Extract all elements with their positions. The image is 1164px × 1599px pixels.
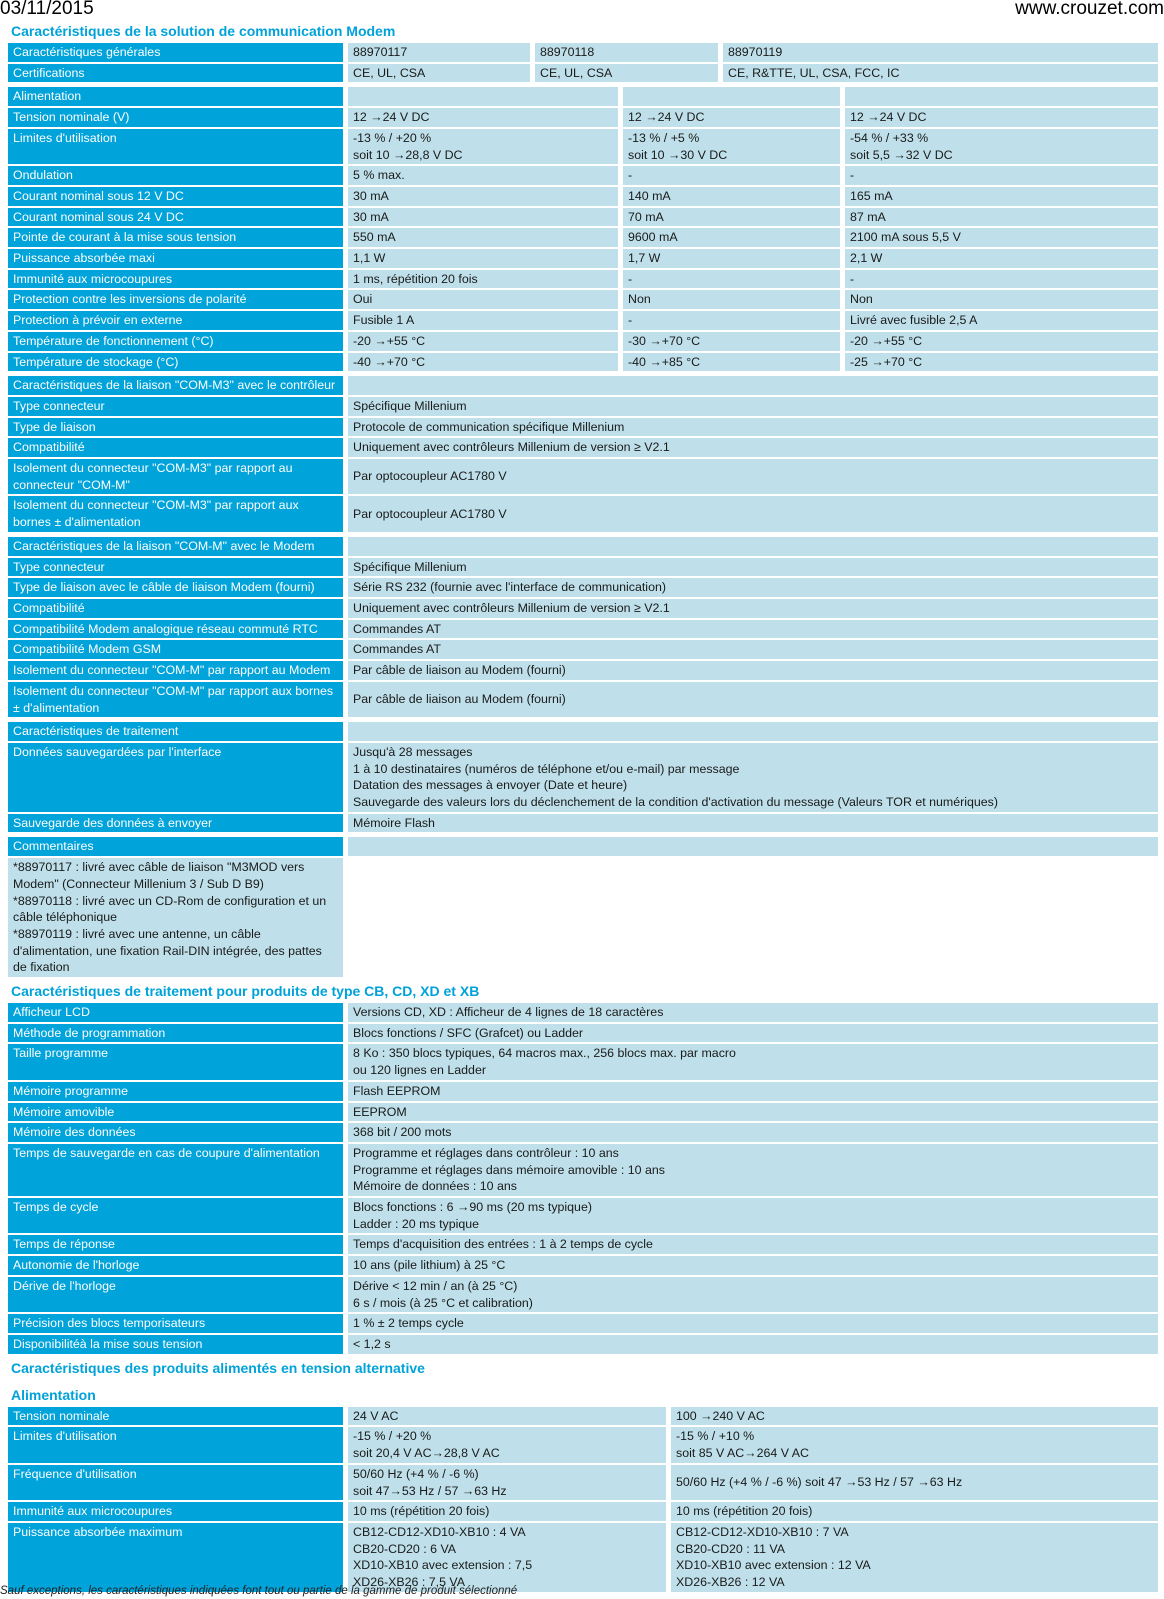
- section-title: Caractéristiques de la solution de communication Modem: [8, 22, 1158, 41]
- table-row: [8, 332, 1158, 351]
- row-value: Spécifique Millenium: [348, 558, 1158, 577]
- table-row: [8, 640, 1158, 659]
- row-value: [348, 837, 1158, 856]
- table-row: [8, 249, 1158, 268]
- table-row: [8, 311, 1158, 330]
- row-label: Immunité aux microcoupures: [8, 1502, 343, 1521]
- row-value: Commandes AT: [348, 620, 1158, 639]
- table-row: [8, 270, 1158, 289]
- row-label: Données sauvegardées par l'interface: [8, 743, 343, 812]
- row-value: -: [623, 270, 840, 289]
- table-row: [8, 459, 1158, 494]
- section-title: Caractéristiques de traitement pour produits de type CB, CD, XD et XB: [8, 982, 1158, 1001]
- table-row: [8, 814, 1158, 833]
- table-row: [8, 620, 1158, 639]
- row-label: Type de liaison avec le câble de liaison Modem (fourni): [8, 578, 343, 597]
- row-value: CE, UL, CSA: [348, 64, 530, 83]
- row-label: Temps de sauvegarde en cas de coupure d'alimentation: [8, 1144, 343, 1196]
- table-row: [8, 166, 1158, 185]
- table-row: [8, 376, 1158, 395]
- table-row: [8, 353, 1158, 372]
- comment-note: *88970117 : livré avec câble de liaison "M3MOD vers Modem" (Connecteur Millenium 3 / Sub D B9) *88970118 : livré avec un CD-Rom de configuration et un câble téléphonique *88970119 : livré avec une antenne, un câble d'alimentation, une fixation Rail-DIN intégrée, des pattes de fixation: [8, 858, 343, 977]
- table-row: [8, 397, 1158, 416]
- table-row: [8, 599, 1158, 618]
- spec-table: [8, 376, 1158, 532]
- row-value: 24 V AC: [348, 1407, 666, 1426]
- row-value: Par câble de liaison au Modem (fourni): [348, 661, 1158, 680]
- table-row: [8, 1082, 1158, 1101]
- table-row: [8, 1123, 1158, 1142]
- row-value: Blocs fonctions : 6 →90 ms (20 ms typique) Ladder : 20 ms typique: [348, 1198, 1158, 1233]
- row-value: 1,7 W: [623, 249, 840, 268]
- website-url: www.crouzet.com: [1015, 0, 1164, 19]
- row-value: -30 →+70 °C: [623, 332, 840, 351]
- row-label: Type de liaison: [8, 418, 343, 437]
- row-value: Mémoire Flash: [348, 814, 1158, 833]
- row-value: Dérive < 12 min / an (à 25 °C) 6 s / mois (à 25 °C et calibration): [348, 1277, 1158, 1312]
- table-row: [8, 743, 1158, 812]
- table-row: [8, 537, 1158, 556]
- row-label: Certifications: [8, 64, 343, 83]
- row-value: -25 →+70 °C: [845, 353, 1158, 372]
- row-value: -15 % / +10 % soit 85 V AC→264 V AC: [671, 1427, 1158, 1462]
- row-value: 88970119: [723, 43, 1158, 62]
- row-label: Caractéristiques de la liaison "COM-M" avec le Modem: [8, 537, 343, 556]
- row-label: Isolement du connecteur "COM-M3" par rapport aux bornes ± d'alimentation: [8, 496, 343, 531]
- row-value: 88970117: [348, 43, 530, 62]
- row-value: [623, 87, 840, 106]
- row-label: Caractéristiques de traitement: [8, 722, 343, 741]
- table-row: [8, 1277, 1158, 1312]
- row-label: Disponibilitéà la mise sous tension: [8, 1335, 343, 1354]
- row-label: Alimentation: [8, 87, 343, 106]
- row-value: Par câble de liaison au Modem (fourni): [348, 682, 1158, 717]
- row-label: Puissance absorbée maximum: [8, 1523, 343, 1592]
- table-row: [8, 418, 1158, 437]
- spec-table: [8, 537, 1158, 717]
- row-label: Limites d'utilisation: [8, 1427, 343, 1462]
- row-label: Immunité aux microcoupures: [8, 270, 343, 289]
- spec-section: [8, 1359, 1158, 1592]
- row-label: Température de stockage (°C): [8, 353, 343, 372]
- row-value: Commandes AT: [348, 640, 1158, 659]
- row-value: Livré avec fusible 2,5 A: [845, 311, 1158, 330]
- row-value: 88970118: [535, 43, 718, 62]
- row-value: 165 mA: [845, 187, 1158, 206]
- table-row: [8, 1235, 1158, 1254]
- row-value: CE, R&TTE, UL, CSA, FCC, IC: [723, 64, 1158, 83]
- row-value: [348, 376, 1158, 395]
- row-value: EEPROM: [348, 1103, 1158, 1122]
- spec-table: [8, 837, 1158, 977]
- row-value: 10 ans (pile lithium) à 25 °C: [348, 1256, 1158, 1275]
- table-row: [8, 43, 1158, 62]
- row-value: 1,1 W: [348, 249, 618, 268]
- row-value: 5 % max.: [348, 166, 618, 185]
- row-value: -: [845, 166, 1158, 185]
- table-row: [8, 187, 1158, 206]
- spec-table: [8, 1003, 1158, 1354]
- row-value: Uniquement avec contrôleurs Millenium de version ≥ V2.1: [348, 438, 1158, 457]
- spec-section: [8, 22, 1158, 977]
- row-value: 70 mA: [623, 208, 840, 227]
- row-label: Temps de cycle: [8, 1198, 343, 1233]
- row-value: Uniquement avec contrôleurs Millenium de version ≥ V2.1: [348, 599, 1158, 618]
- row-label: Compatibilité Modem analogique réseau commuté RTC: [8, 620, 343, 639]
- table-row: [8, 578, 1158, 597]
- section-subtitle: Alimentation: [8, 1384, 676, 1405]
- table-row: [8, 1523, 1158, 1592]
- row-value: Protocole de communication spécifique Millenium: [348, 418, 1158, 437]
- row-value: -: [623, 166, 840, 185]
- row-value: 30 mA: [348, 187, 618, 206]
- row-value: 2100 mA sous 5,5 V: [845, 228, 1158, 247]
- table-row: [8, 837, 1158, 856]
- table-row: [8, 290, 1158, 309]
- row-label: Compatibilité Modem GSM: [8, 640, 343, 659]
- row-value: Oui: [348, 290, 618, 309]
- row-label: Type connecteur: [8, 397, 343, 416]
- row-label: Fréquence d'utilisation: [8, 1465, 343, 1500]
- row-value: [348, 87, 618, 106]
- row-value: -20 →+55 °C: [845, 332, 1158, 351]
- row-label: Précision des blocs temporisateurs: [8, 1314, 343, 1333]
- row-label: Caractéristiques générales: [8, 43, 343, 62]
- row-label: Méthode de programmation: [8, 1024, 343, 1043]
- row-value: Temps d'acquisition des entrées : 1 à 2 temps de cycle: [348, 1235, 1158, 1254]
- row-value: -: [623, 311, 840, 330]
- table-row: [8, 208, 1158, 227]
- row-value: 50/60 Hz (+4 % / -6 %) soit 47 →53 Hz / 57 →63 Hz: [671, 1465, 1158, 1500]
- table-row: [8, 1103, 1158, 1122]
- row-value: Par optocoupleur AC1780 V: [348, 496, 1158, 531]
- table-row: [8, 228, 1158, 247]
- row-value: 100 →240 V AC: [671, 1407, 1158, 1426]
- row-label: Sauvegarde des données à envoyer: [8, 814, 343, 833]
- row-label: Courant nominal sous 24 V DC: [8, 208, 343, 227]
- row-value: Spécifique Millenium: [348, 397, 1158, 416]
- row-label: Protection contre les inversions de polarité: [8, 290, 343, 309]
- row-label: Taille programme: [8, 1044, 343, 1079]
- table-row: [8, 1198, 1158, 1233]
- row-value: < 1,2 s: [348, 1335, 1158, 1354]
- row-value: 12 →24 V DC: [348, 108, 618, 127]
- disclaimer: Sauf exceptions, les caractéristiques indiquées font tout ou partie de la gamme de produit sélectionné: [0, 1585, 518, 1597]
- row-label: Dérive de l'horloge: [8, 1277, 343, 1312]
- row-value: -40 →+85 °C: [623, 353, 840, 372]
- table-row: [8, 1044, 1158, 1079]
- row-label: Type connecteur: [8, 558, 343, 577]
- row-value: -13 % / +5 % soit 10 →30 V DC: [623, 129, 840, 164]
- table-row: [8, 1003, 1158, 1022]
- row-label: Puissance absorbée maxi: [8, 249, 343, 268]
- row-label: Caractéristiques de la liaison "COM-M3" avec le contrôleur: [8, 376, 343, 395]
- row-label: Isolement du connecteur "COM-M" par rapport aux bornes ± d'alimentation: [8, 682, 343, 717]
- row-label: Compatibilité: [8, 438, 343, 457]
- row-value: Série RS 232 (fournie avec l'interface de communication): [348, 578, 1158, 597]
- row-label: Commentaires: [8, 837, 343, 856]
- row-value: -20 →+55 °C: [348, 332, 618, 351]
- spec-table: [8, 87, 1158, 371]
- table-row: [8, 108, 1158, 127]
- row-value: Jusqu'à 28 messages 1 à 10 destinataires (numéros de téléphone et/ou e-mail) par message Datation des messages à envoyer (Date et heure) Sauvegarde des valeurs lors du déclenchement de la condition d'activation du message (Valeurs TOR et numériques): [348, 743, 1158, 812]
- row-value: -15 % / +20 % soit 20,4 V AC→28,8 V AC: [348, 1427, 666, 1462]
- row-value: 8 Ko : 350 blocs typiques, 64 macros max., 256 blocs max. par macro ou 120 lignes en Ladder: [348, 1044, 1158, 1079]
- row-label: Isolement du connecteur "COM-M3" par rapport au connecteur "COM-M": [8, 459, 343, 494]
- row-value: 12 →24 V DC: [623, 108, 840, 127]
- row-value: -40 →+70 °C: [348, 353, 618, 372]
- row-value: 368 bit / 200 mots: [348, 1123, 1158, 1142]
- row-value: CB12-CD12-XD10-XB10 : 4 VA CB20-CD20 : 6 VA XD10-XB10 avec extension : 7,5 XD26-XB26 : 7,5 VA: [348, 1523, 666, 1592]
- row-value: Non: [845, 290, 1158, 309]
- row-value: [348, 537, 1158, 556]
- row-label: Tension nominale (V): [8, 108, 343, 127]
- row-value: Versions CD, XD : Afficheur de 4 lignes de 18 caractères: [348, 1003, 1158, 1022]
- table-row: [8, 661, 1158, 680]
- table-row: [8, 1502, 1158, 1521]
- table-row: [8, 1256, 1158, 1275]
- print-date: 03/11/2015: [0, 0, 94, 19]
- row-value: -13 % / +20 % soit 10 →28,8 V DC: [348, 129, 618, 164]
- table-row: [8, 1024, 1158, 1043]
- row-value: CB12-CD12-XD10-XB10 : 7 VA CB20-CD20 : 11 VA XD10-XB10 avec extension : 12 VA XD26-XB26 : 12 VA: [671, 1523, 1158, 1592]
- table-row: [8, 496, 1158, 531]
- row-value: 9600 mA: [623, 228, 840, 247]
- row-label: Mémoire des données: [8, 1123, 343, 1142]
- table-row: [8, 87, 1158, 106]
- row-value: 87 mA: [845, 208, 1158, 227]
- row-label: Courant nominal sous 12 V DC: [8, 187, 343, 206]
- row-value: Programme et réglages dans contrôleur : 10 ans Programme et réglages dans mémoire amovible : 10 ans Mémoire de données : 10 ans: [348, 1144, 1158, 1196]
- spec-table: [8, 722, 1158, 832]
- row-value: Flash EEPROM: [348, 1082, 1158, 1101]
- table-row: [8, 1407, 1158, 1426]
- section-title: Caractéristiques des produits alimentés en tension alternative: [8, 1359, 1158, 1378]
- table-row: [8, 682, 1158, 717]
- row-label: Temps de réponse: [8, 1235, 343, 1254]
- table-row: [8, 1465, 1158, 1500]
- row-label: Limites d'utilisation: [8, 129, 343, 164]
- row-label: Ondulation: [8, 166, 343, 185]
- row-value: 140 mA: [623, 187, 840, 206]
- row-value: Par optocoupleur AC1780 V: [348, 459, 1158, 494]
- row-label: Mémoire amovible: [8, 1103, 343, 1122]
- row-label: Température de fonctionnement (°C): [8, 332, 343, 351]
- row-value: 1 % ± 2 temps cycle: [348, 1314, 1158, 1333]
- row-value: 1 ms, répétition 20 fois: [348, 270, 618, 289]
- spec-section: [8, 982, 1158, 1354]
- row-label: Protection à prévoir en externe: [8, 311, 343, 330]
- row-value: 10 ms (répétition 20 fois): [348, 1502, 666, 1521]
- row-label: Mémoire programme: [8, 1082, 343, 1101]
- table-row: [8, 1427, 1158, 1462]
- row-label: Tension nominale: [8, 1407, 343, 1426]
- row-value: -: [845, 270, 1158, 289]
- spec-table: [8, 43, 1158, 82]
- row-label: Compatibilité: [8, 599, 343, 618]
- table-row: [8, 558, 1158, 577]
- table-row: [8, 1314, 1158, 1333]
- table-row: [8, 722, 1158, 741]
- spec-document: [8, 22, 1158, 1597]
- row-value: Fusible 1 A: [348, 311, 618, 330]
- row-value: CE, UL, CSA: [535, 64, 718, 83]
- row-value: 30 mA: [348, 208, 618, 227]
- table-row: [8, 1335, 1158, 1354]
- row-value: Blocs fonctions / SFC (Grafcet) ou Ladder: [348, 1024, 1158, 1043]
- row-value: [348, 722, 1158, 741]
- row-label: Pointe de courant à la mise sous tension: [8, 228, 343, 247]
- row-value: 10 ms (répétition 20 fois): [671, 1502, 1158, 1521]
- row-value: [845, 87, 1158, 106]
- table-row: [8, 1144, 1158, 1196]
- row-label: Afficheur LCD: [8, 1003, 343, 1022]
- row-value: 550 mA: [348, 228, 618, 247]
- spec-table: [8, 1407, 1158, 1592]
- row-label: Isolement du connecteur "COM-M" par rapport au Modem: [8, 661, 343, 680]
- table-row: [8, 64, 1158, 83]
- row-value: Non: [623, 290, 840, 309]
- row-value: -54 % / +33 % soit 5,5 →32 V DC: [845, 129, 1158, 164]
- table-row: [8, 129, 1158, 164]
- row-value: 50/60 Hz (+4 % / -6 %) soit 47→53 Hz / 57 →63 Hz: [348, 1465, 666, 1500]
- table-row: [8, 438, 1158, 457]
- row-label: Autonomie de l'horloge: [8, 1256, 343, 1275]
- row-value: 2,1 W: [845, 249, 1158, 268]
- row-value: 12 →24 V DC: [845, 108, 1158, 127]
